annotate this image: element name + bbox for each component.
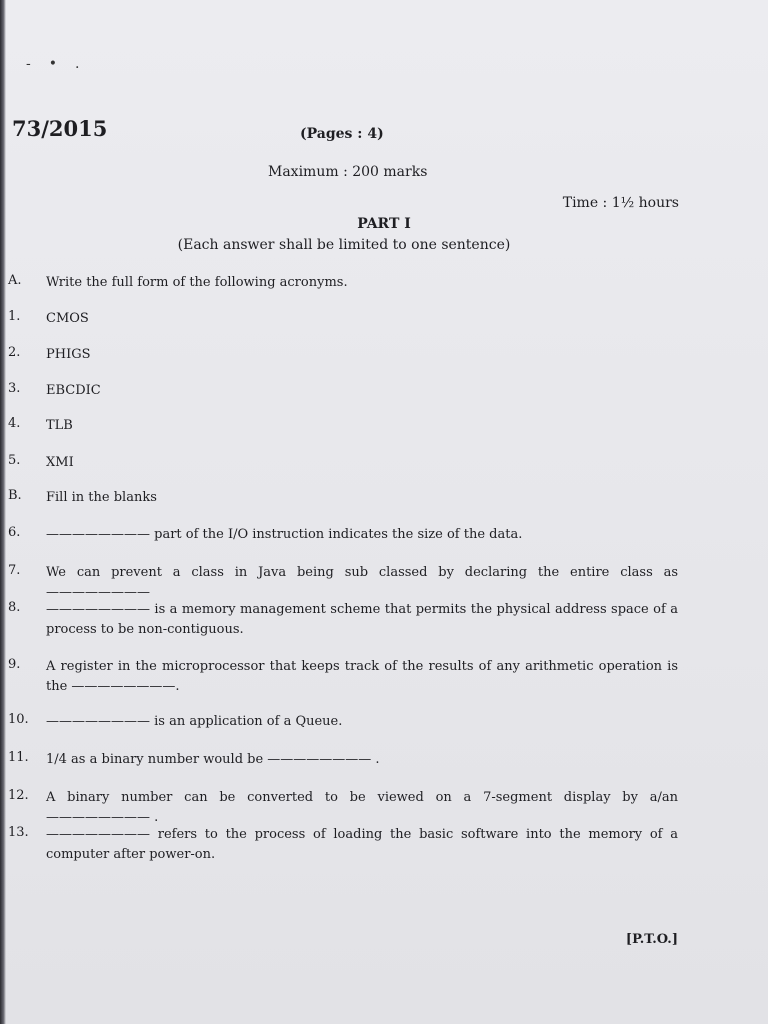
question-number: 9.: [8, 657, 21, 672]
question-number: 6.: [8, 525, 21, 540]
question-number: 2.: [8, 345, 21, 360]
question-number: 4.: [8, 416, 21, 431]
question-text: PHIGS: [46, 347, 91, 362]
question-number: 5.: [8, 453, 21, 468]
question-text: 1/4 as a binary number would be ———————— .: [46, 752, 380, 767]
question-text: TLB: [46, 418, 73, 433]
question-number: 13.: [8, 825, 29, 840]
paper-code: 73/2015: [12, 116, 108, 141]
question-number: 3.: [8, 381, 21, 396]
part-instruction: (Each answer shall be limited to one sentence): [177, 237, 511, 253]
question-number: 8.: [8, 600, 21, 615]
question-text: A register in the microprocessor that keeps track of the results of any arithmetic operation is the ————————.: [46, 659, 678, 694]
question-text: Write the full form of the following acronyms.: [46, 275, 348, 290]
question-text: ———————— refers to the process of loading the basic software into the memory of a computer after power-on.: [46, 827, 678, 862]
page-edge-shadow: [0, 0, 6, 1024]
question-number: 7.: [8, 563, 21, 578]
page-count: (Pages : 4): [300, 126, 384, 142]
part-heading: PART I: [357, 216, 411, 232]
question-text: A binary number can be converted to be viewed on a 7-segment display by a/an ———————— .: [46, 790, 678, 825]
question-text: ———————— is an application of a Queue.: [46, 714, 343, 729]
question-number: 10.: [8, 712, 29, 727]
time-allowed: Time : 1½ hours: [562, 195, 679, 211]
maximum-marks: Maximum : 200 marks: [268, 164, 428, 180]
question-number: 12.: [8, 788, 29, 803]
question-text: CMOS: [46, 311, 89, 326]
question-text: We can prevent a class in Java being sub classed by declaring the entire class as ————————: [46, 565, 678, 600]
question-text: ———————— is a memory management scheme that permits the physical address space of a process to be non-contiguous.: [46, 602, 678, 637]
question-number: 11.: [8, 750, 29, 765]
question-text: XMI: [46, 455, 74, 470]
scan-specks: -•.: [26, 56, 98, 72]
question-text: Fill in the blanks: [46, 490, 157, 505]
question-number: B.: [8, 488, 22, 503]
please-turn-over: [P.T.O.]: [625, 932, 678, 947]
question-text: EBCDIC: [46, 383, 101, 398]
question-number: 1.: [8, 309, 21, 324]
question-number: A.: [8, 273, 22, 288]
question-text: ———————— part of the I/O instruction indicates the size of the data.: [46, 527, 523, 542]
